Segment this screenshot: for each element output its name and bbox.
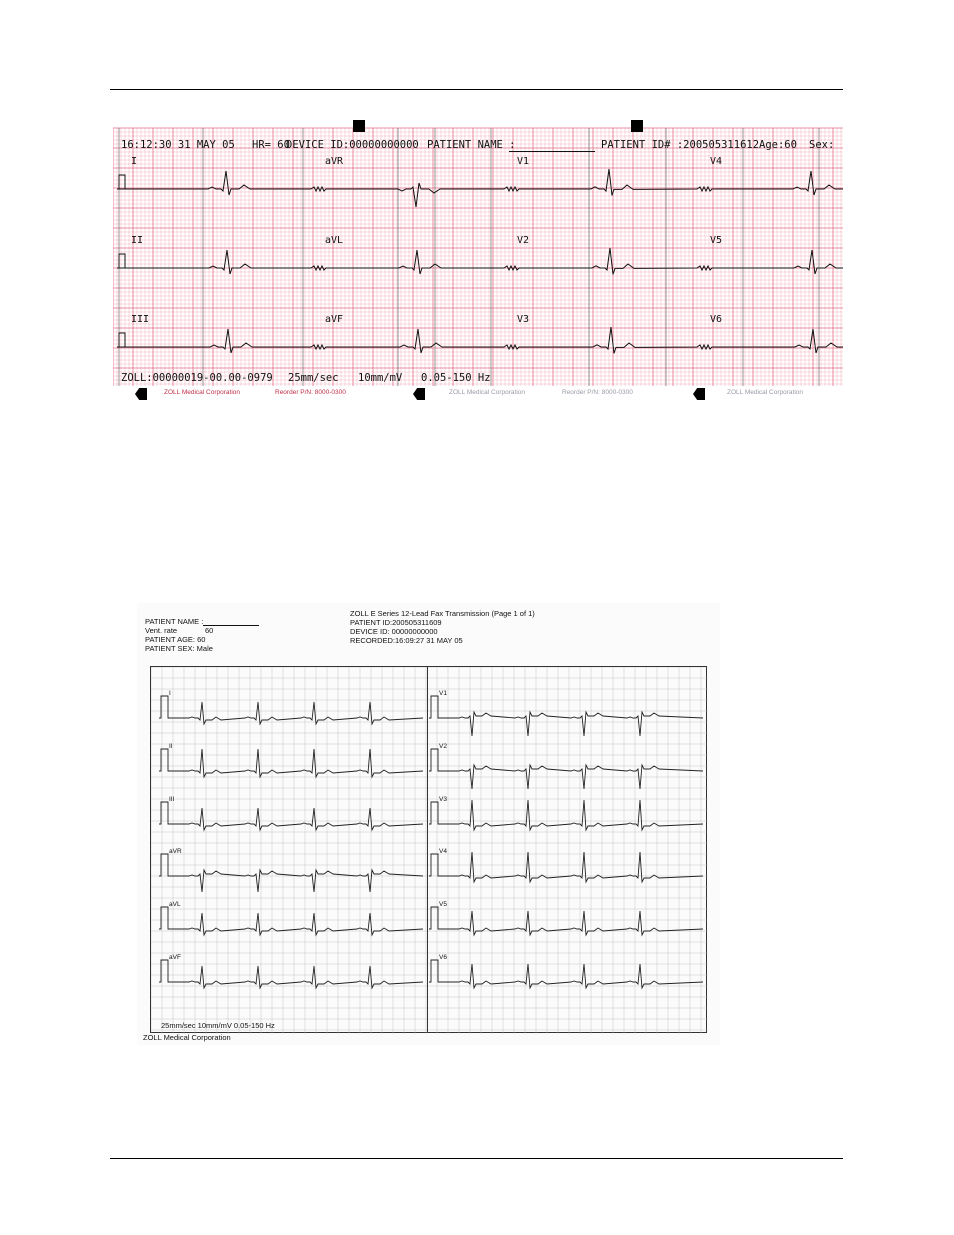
fax-vent-rate-value: 60 <box>205 626 214 635</box>
fax-vent-rate-label: Vent. rate <box>145 626 178 635</box>
fax-lead-label-iii: III <box>169 796 175 803</box>
lead-label-avl: aVL <box>325 235 344 246</box>
paper-company-mark-1: ZOLL Medical Corporation <box>164 389 240 396</box>
fax-lead-label-avl: aVL <box>169 901 181 908</box>
lead-label-i: I <box>131 156 138 167</box>
lead-label-v5: V5 <box>710 235 723 246</box>
paper-company-mark-3: ZOLL Medical Corporation <box>727 389 803 396</box>
strip2-trace-left-3 <box>159 802 423 830</box>
fax-lead-label-i: I <box>169 690 171 697</box>
strip-filter: 0.05-150 Hz <box>421 372 491 384</box>
strip-patient-name: PATIENT NAME : <box>427 139 516 151</box>
bottom-rule <box>110 1158 843 1159</box>
top-rule <box>110 89 843 90</box>
fax-device-id: DEVICE ID: 00000000000 <box>350 627 438 636</box>
strip2-trace-left-2 <box>159 749 423 777</box>
fax-lead-label-v6: V6 <box>439 954 447 961</box>
ecg-strip-grid-and-traces <box>113 118 843 403</box>
strip2-grid <box>151 667 708 1034</box>
patient-name-blank-line <box>509 151 595 152</box>
fax-column-divider <box>427 667 428 1032</box>
lead-label-avf: aVF <box>325 314 344 325</box>
strip2-trace-left-4 <box>159 854 423 892</box>
fax-lead-label-v5: V5 <box>439 901 447 908</box>
strip1-trace-row-3 <box>117 327 843 353</box>
strip-heart-rate: HR= 60 <box>252 139 290 151</box>
strip-speed: 25mm/sec <box>288 372 339 384</box>
fax-scale-text: 25mm/sec 10mm/mV 0.05-150 Hz <box>161 1021 275 1030</box>
paper-reorder-mark-2: Reorder P/N: 8000-0300 <box>562 389 633 396</box>
fax-lead-label-v2: V2 <box>439 743 447 750</box>
fax-lead-label-v3: V3 <box>439 796 447 803</box>
lead-label-avr: aVR <box>325 156 344 167</box>
strip-device-code: ZOLL:00000019-00.00-0979 <box>121 372 273 384</box>
ecg-fax-printout <box>137 603 720 1045</box>
fax-patient-name-label: PATIENT NAME : <box>145 617 204 626</box>
fax-lead-label-avf: aVF <box>169 954 181 961</box>
fax-lead-label-v1: V1 <box>439 690 447 697</box>
strip-gain: 10mm/mV <box>358 372 403 384</box>
fax-lead-label-v4: V4 <box>439 848 447 855</box>
lead-label-v1: V1 <box>517 156 530 167</box>
fax-patient-age: PATIENT AGE: 60 <box>145 635 206 644</box>
fax-ecg-grid-and-traces <box>151 667 708 1034</box>
strip-timestamp: 16:12:30 31 MAY 05 <box>121 139 235 151</box>
strip-patient-id: PATIENT ID# :200505311612 <box>601 139 760 151</box>
lead-label-iii: III <box>131 314 150 325</box>
fax-lead-label-avr: aVR <box>169 848 182 855</box>
fax-patient-id: PATIENT ID:200505311609 <box>350 618 442 627</box>
paper-marker-top-2 <box>631 120 643 132</box>
lead-label-v2: V2 <box>517 235 530 246</box>
strip2-trace-left-6 <box>159 960 423 988</box>
strip-age: Age:60 <box>759 139 797 151</box>
fax-title: ZOLL E Series 12-Lead Fax Transmission (Page 1 of 1) <box>350 609 535 618</box>
ecg-thermal-strip <box>113 118 843 403</box>
lead-label-ii: II <box>131 235 144 246</box>
paper-company-mark-2: ZOLL Medical Corporation <box>449 389 525 396</box>
fax-company: ZOLL Medical Corporation <box>143 1033 231 1042</box>
fax-ecg-grid-frame <box>150 666 707 1033</box>
lead-label-v6: V6 <box>710 314 723 325</box>
strip2-trace-left-1 <box>159 696 423 724</box>
strip-sex: Sex: <box>809 139 835 151</box>
paper-marker-top-1 <box>353 120 365 132</box>
fax-patient-sex: PATIENT SEX: Male <box>145 644 213 653</box>
fax-lead-label-ii: II <box>169 743 173 750</box>
fax-recorded: RECORDED:16:09:27 31 MAY 05 <box>350 636 463 645</box>
paper-reorder-mark-1: Reorder P/N: 8000-0300 <box>275 389 346 396</box>
strip-device-id: DEVICE ID:00000000000 <box>286 139 419 151</box>
lead-label-v3: V3 <box>517 314 530 325</box>
lead-label-v4: V4 <box>710 156 723 167</box>
